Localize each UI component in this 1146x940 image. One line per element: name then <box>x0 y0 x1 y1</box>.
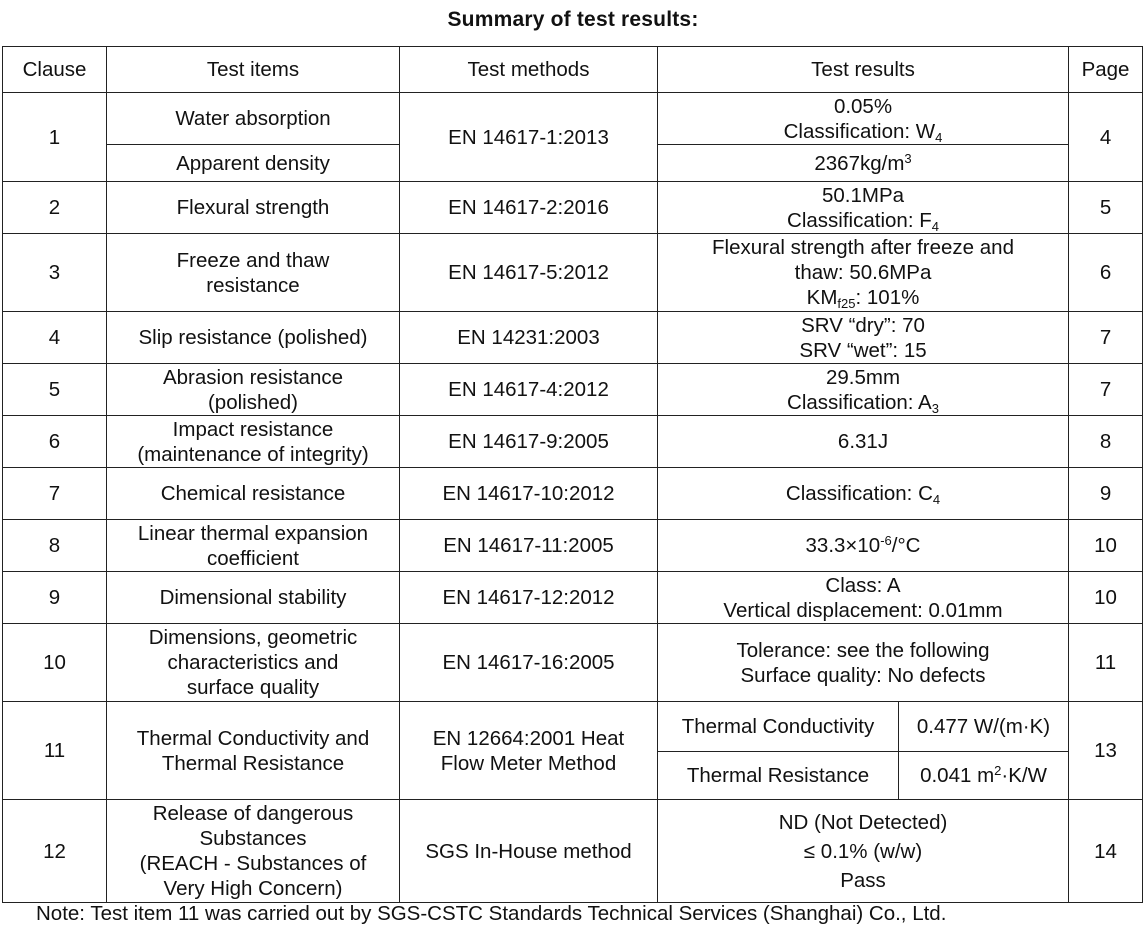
page-cell: 13 <box>1069 702 1143 800</box>
table-row <box>3 182 1143 234</box>
clause-cell: 10 <box>3 624 107 702</box>
test-item-cell: Dimensional stability <box>107 572 400 624</box>
test-method-cell <box>400 702 658 800</box>
header-test-results: Test results <box>658 47 1069 93</box>
page-cell: 10 <box>1069 572 1143 624</box>
table-row <box>3 416 1143 468</box>
result-text: 33.3×10 <box>805 534 881 557</box>
test-item-cell <box>107 364 400 416</box>
item-line: Release of dangerous <box>152 802 354 825</box>
table-row <box>3 93 1143 145</box>
test-item-cell <box>107 234 400 312</box>
test-result-cell <box>658 624 1069 702</box>
result-text: 0.041 m <box>920 764 995 787</box>
result-subscript: f25 <box>837 296 856 311</box>
result-text: Classification: C <box>785 482 933 505</box>
result-line <box>662 208 1064 233</box>
item-line: Substances <box>199 827 307 850</box>
page-cell: 7 <box>1069 364 1143 416</box>
test-method-cell: EN 14617-12:2012 <box>400 572 658 624</box>
test-result-cell <box>658 312 1069 364</box>
page-cell: 11 <box>1069 624 1143 702</box>
result-value-cell: 0.477 W/(m·K) <box>899 702 1069 752</box>
result-line: Pass <box>840 868 886 892</box>
clause-cell: 6 <box>3 416 107 468</box>
clause-cell: 8 <box>3 520 107 572</box>
result-superscript: -6 <box>880 533 892 548</box>
test-item-cell <box>107 624 400 702</box>
clause-cell: 5 <box>3 364 107 416</box>
test-result-cell <box>658 800 1069 903</box>
result-line: Surface quality: No defects <box>740 663 986 687</box>
item-line: characteristics and <box>167 651 339 674</box>
test-method-cell: EN 14617-9:2005 <box>400 416 658 468</box>
method-line: Flow Meter Method <box>440 751 617 775</box>
result-text: Classification: F <box>787 208 932 232</box>
item-line: Abrasion resistance <box>162 365 344 389</box>
result-label-cell: Thermal Resistance <box>658 752 899 800</box>
table-row <box>3 364 1143 416</box>
table-row <box>3 312 1143 364</box>
result-line: Flexural strength after freeze and <box>712 236 1014 259</box>
result-line: 50.1MPa <box>821 183 905 207</box>
result-text: Classification: A <box>787 390 932 414</box>
item-line: Impact resistance <box>172 417 334 441</box>
table-row <box>3 800 1143 903</box>
table-row <box>3 520 1143 572</box>
item-line: (maintenance of integrity) <box>137 442 369 466</box>
test-method-cell: EN 14617-4:2012 <box>400 364 658 416</box>
clause-cell: 2 <box>3 182 107 234</box>
result-line: ≤ 0.1% (w/w) <box>803 839 923 863</box>
test-result-cell <box>658 468 1069 520</box>
test-result-cell <box>658 364 1069 416</box>
page-cell: 8 <box>1069 416 1143 468</box>
clause-cell: 1 <box>3 93 107 182</box>
item-line: Very High Concern) <box>163 877 343 900</box>
test-result-cell <box>658 234 1069 312</box>
result-subscript: 4 <box>932 492 941 507</box>
item-line: surface quality <box>186 676 320 699</box>
test-result-cell <box>658 572 1069 624</box>
test-method-cell: EN 14617-1:2013 <box>400 93 658 182</box>
item-line: Thermal Resistance <box>161 751 345 775</box>
test-result-cell <box>658 93 1069 145</box>
item-line: Linear thermal expansion <box>137 521 369 545</box>
page-cell: 6 <box>1069 234 1143 312</box>
page-cell: 7 <box>1069 312 1143 364</box>
result-line <box>662 285 1064 310</box>
test-item-cell: Chemical resistance <box>107 468 400 520</box>
test-method-cell: EN 14617-11:2005 <box>400 520 658 572</box>
test-item-cell <box>107 702 400 800</box>
result-text: 2367kg/m <box>814 151 905 175</box>
item-line: (polished) <box>207 390 299 414</box>
test-method-cell: EN 14617-16:2005 <box>400 624 658 702</box>
result-superscript: 2 <box>994 763 1002 778</box>
table-row <box>3 572 1143 624</box>
test-method-cell: EN 14231:2003 <box>400 312 658 364</box>
result-line: ND (Not Detected) <box>778 810 948 834</box>
item-line: Freeze and thaw <box>176 248 330 272</box>
test-item-cell <box>107 520 400 572</box>
footnote: Note: Test item 11 was carried out by SGS-CSTC Standards Technical Services (Shanghai) Co., Ltd. <box>36 902 947 925</box>
header-page: Page <box>1069 47 1143 93</box>
result-line: 0.05% <box>833 94 893 118</box>
test-result-cell <box>658 520 1069 572</box>
clause-cell: 12 <box>3 800 107 903</box>
test-item-cell <box>107 800 400 903</box>
page-cell: 14 <box>1069 800 1143 903</box>
test-item-cell <box>107 416 400 468</box>
page-cell: 9 <box>1069 468 1143 520</box>
clause-cell: 4 <box>3 312 107 364</box>
clause-cell: 7 <box>3 468 107 520</box>
table-header-row <box>3 47 1143 93</box>
test-method-cell: EN 14617-2:2016 <box>400 182 658 234</box>
table-row <box>3 234 1143 312</box>
clause-cell: 11 <box>3 702 107 800</box>
test-method-cell: SGS In-House method <box>400 800 658 903</box>
result-line <box>662 119 1064 144</box>
result-text: ·K/W <box>1001 764 1047 787</box>
header-test-methods: Test methods <box>400 47 658 93</box>
test-method-cell: EN 14617-10:2012 <box>400 468 658 520</box>
page-cell: 10 <box>1069 520 1143 572</box>
result-text: Classification: W <box>783 119 936 143</box>
result-line: SRV “dry”: 70 <box>801 313 925 337</box>
result-subscript: 4 <box>931 218 939 234</box>
item-line: Thermal Conductivity and <box>136 726 370 750</box>
page-cell: 4 <box>1069 93 1143 182</box>
result-subscript: 4 <box>935 129 943 145</box>
result-line: Class: A <box>825 573 901 597</box>
test-results-table <box>2 46 1143 903</box>
test-item-cell: Slip resistance (polished) <box>107 312 400 364</box>
page-cell: 5 <box>1069 182 1143 234</box>
result-subscript: 3 <box>931 400 939 416</box>
result-line: thaw: 50.6MPa <box>794 261 932 284</box>
test-item-cell: Apparent density <box>107 145 400 182</box>
result-value-cell <box>899 752 1069 800</box>
item-line: (REACH - Substances of <box>139 852 367 875</box>
item-line: Dimensions, geometric <box>148 626 358 649</box>
result-line: SRV “wet”: 15 <box>799 338 927 362</box>
method-line: EN 12664:2001 Heat <box>432 726 625 750</box>
test-result-cell <box>658 182 1069 234</box>
test-item-cell: Water absorption <box>107 93 400 145</box>
table-row <box>3 624 1143 702</box>
result-text: KM <box>806 286 838 309</box>
table-row <box>3 468 1143 520</box>
document-title: Summary of test results: <box>447 8 699 31</box>
table-row <box>3 702 1143 752</box>
item-line: resistance <box>206 273 300 297</box>
result-label-cell: Thermal Conductivity <box>658 702 899 752</box>
test-result-cell: 6.31J <box>658 416 1069 468</box>
result-text: : 101% <box>855 286 920 309</box>
clause-cell: 9 <box>3 572 107 624</box>
header-clause: Clause <box>3 47 107 93</box>
result-text: /°C <box>891 534 921 557</box>
result-line: Vertical displacement: 0.01mm <box>723 598 1003 622</box>
result-superscript: 3 <box>904 150 912 166</box>
item-line: coefficient <box>207 546 299 570</box>
clause-cell: 3 <box>3 234 107 312</box>
test-result-cell <box>658 145 1069 182</box>
result-line: Tolerance: see the following <box>736 638 990 662</box>
result-line <box>662 390 1064 415</box>
test-item-cell: Flexural strength <box>107 182 400 234</box>
result-line: 29.5mm <box>825 365 901 389</box>
test-method-cell: EN 14617-5:2012 <box>400 234 658 312</box>
header-test-items: Test items <box>107 47 400 93</box>
